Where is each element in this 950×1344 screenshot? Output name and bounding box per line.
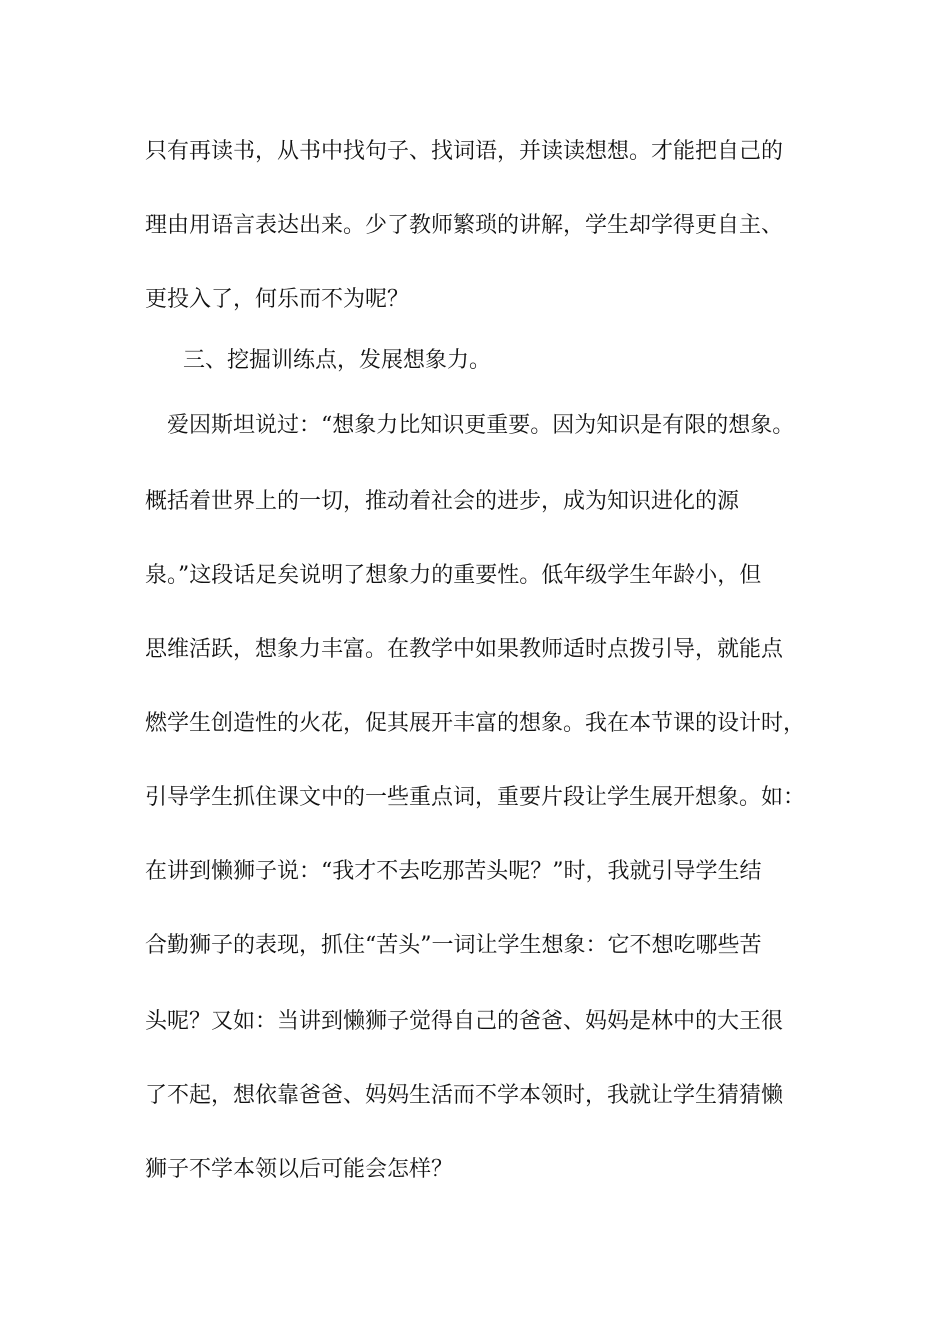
text-line: 在讲到懒狮子说：“我才不去吃那苦头呢？”时，我就引导学生结 [145, 859, 762, 884]
text-line: 理由用语言表达出来。少了教师繁琐的讲解，学生却学得更自主、 [145, 213, 784, 238]
text-line: 燃学生创造性的火花，促其展开丰富的想象。我在本节课的设计时， [145, 711, 806, 736]
text-line: 爱因斯坦说过：“想象力比知识更重要。因为知识是有限的想象。 [167, 413, 795, 438]
text-line: 狮子不学本领以后可能会怎样？ [145, 1157, 454, 1182]
text-line: 引导学生抓住课文中的一些重点词，重要片段让学生展开想象。如： [145, 785, 806, 810]
text-line: 概括着世界上的一切，推动着社会的进步，成为知识进化的源 [145, 489, 740, 514]
text-line: 更投入了，何乐而不为呢？ [145, 287, 410, 312]
text-line: 泉。”这段话足矣说明了想象力的重要性。低年级学生年龄小，但 [145, 563, 762, 588]
section-heading: 三、挖掘训练点，发展想象力。 [183, 348, 492, 373]
text-line: 只有再读书，从书中找句子、找词语，并读读想想。才能把自己的 [145, 139, 784, 164]
text-line: 思维活跃，想象力丰富。在教学中如果教师适时点拨引导，就能点 [145, 637, 784, 662]
text-line: 头呢？又如：当讲到懒狮子觉得自己的爸爸、妈妈是林中的大王很 [145, 1009, 784, 1034]
text-line: 合勤狮子的表现，抓住“苦头”一词让学生想象：它不想吃哪些苦 [145, 933, 762, 958]
text-line: 了不起，想依靠爸爸、妈妈生活而不学本领时，我就让学生猜猜懒 [145, 1083, 784, 1108]
